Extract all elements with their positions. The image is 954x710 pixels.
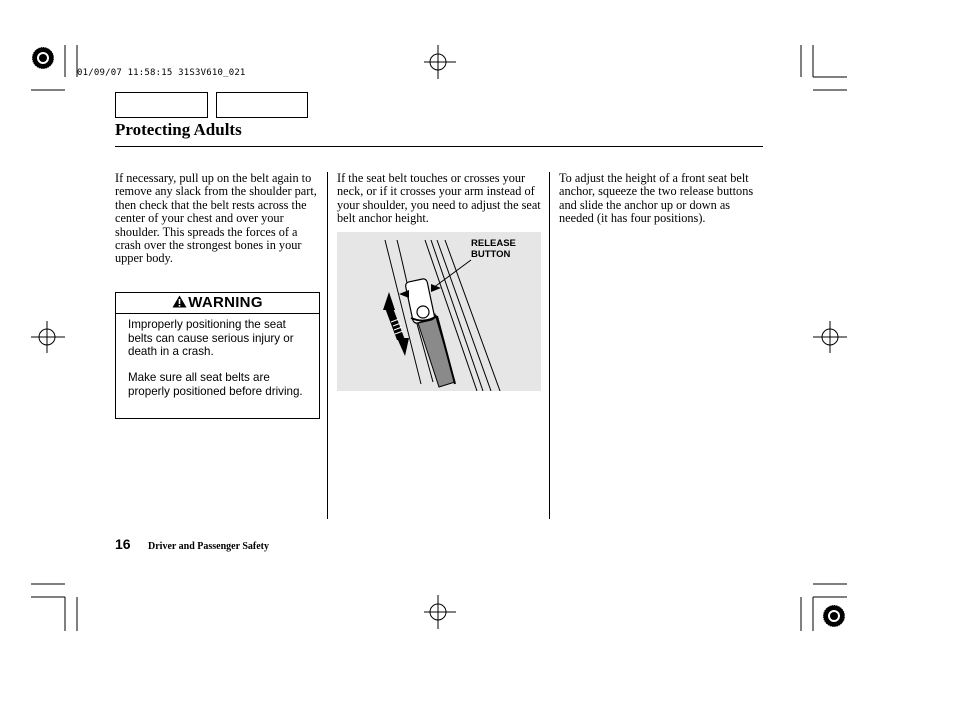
column-divider xyxy=(549,172,550,519)
section-name: Driver and Passenger Safety xyxy=(148,541,270,552)
release-button-label xyxy=(471,238,516,260)
warning-triangle-icon xyxy=(172,295,187,308)
warning-text-1: Improperly positioning the seat belts can cause serious injury or death in a crash. xyxy=(128,318,294,359)
page-title: Protecting Adults xyxy=(115,120,242,139)
page-number: 16 xyxy=(115,536,131,552)
seat-belt-anchor-figure xyxy=(337,232,541,391)
release-button-label-line1: RELEASE xyxy=(471,238,516,249)
print-stamp: 01/09/07 11:58:15 31S3V610_021 xyxy=(77,68,246,78)
warning-heading xyxy=(116,293,319,314)
column2-paragraph: If the seat belt touches or crosses your neck, or if it crosses your arm instead of your shoulder, you need to adjust the seat belt anchor height. xyxy=(337,171,541,226)
register-burst-icon xyxy=(32,47,54,69)
warning-heading-text: WARNING xyxy=(188,294,263,311)
header-tab-box xyxy=(216,92,308,118)
release-button-label-line2: BUTTON xyxy=(471,249,511,260)
title-rule xyxy=(115,146,763,147)
column3-paragraph: To adjust the height of a front seat belt anchor, squeeze the two release buttons and slide the anchor up or down as needed (it has four positions). xyxy=(559,171,754,226)
warning-box xyxy=(115,292,320,419)
header-tab-box xyxy=(115,92,208,118)
column1-paragraph: If necessary, pull up on the belt again to remove any slack from the shoulder part, then check that the belt rests across the center of your chest and over your shoulder. This spreads the forces of a crash over the strongest bones in your upper body. xyxy=(115,171,317,266)
warning-text-2: Make sure all seat belts are properly positioned before driving. xyxy=(128,371,303,398)
column-divider xyxy=(327,172,328,519)
register-burst-icon xyxy=(823,605,845,627)
